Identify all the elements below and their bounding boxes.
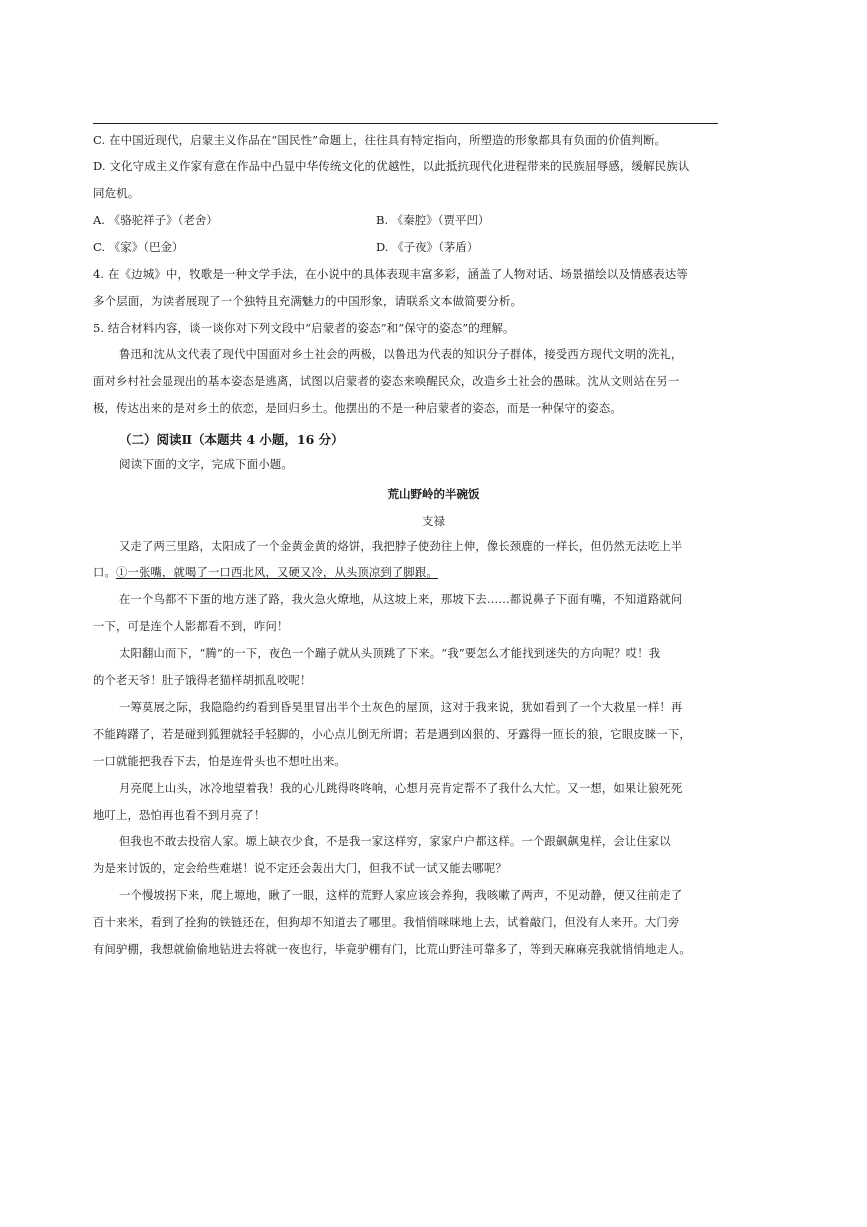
story-p4-line1: 一筹莫展之际，我隐隐约约看到昏昊里冒出半个土灰色的屋顶，这对于我来说，犹如看到了一个大救星一样！再 — [119, 701, 683, 714]
story-p3-line1: 太阳翻山而下，“腾”的一下，夜色一个蹦子就从头顶跳了下来。“我”要怎么才能找到迷失的方向呢？哎！我 — [119, 647, 661, 660]
header-rule — [93, 123, 718, 124]
option-d-text-line2: 同危机。 — [93, 186, 140, 200]
story-p3-line2: 的个老天爷！肚子饿得老猫样胡抓乱咬呢！ — [93, 674, 312, 687]
story-p1-line2 — [93, 566, 733, 580]
excerpt-line3: 极，传达出来的是对乡土的依恋，是回归乡土。他摆出的不是一种启蒙者的姿态，而是一种保守的姿态。 — [93, 402, 622, 415]
choice-a: A. 《骆驼祥子》（老舍） — [93, 213, 218, 227]
story-underlined-sentence-1: ①一张嘴，就喝了一口西北风，又硬又冷，从头顶凉到了脚跟。 — [116, 566, 438, 579]
option-d-text-line1: D. 文化守成主义作家有意在作品中凸显中华传统文化的优越性，以此抵抗现代化进程带来的民族屈辱感，缓解民族认 — [93, 159, 690, 173]
question-4-line1: 4. 在《边城》中，牧歌是一种文学手法，在小说中的具体表现丰富多彩，涵盖了人物对话、场景描绘以及情感表达等 — [93, 267, 688, 281]
story-p6-line1: 但我也不敢去投宿人家。塬上缺衣少食，不是我一家这样穷，家家户户都这样。一个跟飙飙鬼样，会让住家以 — [119, 835, 671, 848]
question-5: 5. 结合材料内容，谈一谈你对下列文段中“启蒙者的姿态”和“保守的姿态”的理解。 — [93, 321, 515, 335]
choice-b: B. 《秦腔》（贾平凹） — [376, 213, 490, 227]
excerpt-line1: 鲁迅和沈从文代表了现代中国面对乡土社会的两极，以鲁迅为代表的知识分子群体，接受西方现代文明的洗礼， — [119, 348, 683, 361]
story-title: 荒山野岭的半碗饭 — [387, 487, 480, 501]
story-p1-line1: 又走了两三里路，太阳成了一个金黄金黄的烙饼，我把脖子使劲往上伸，像长颈鹿的一样长，但仍然无法吃上半 — [119, 540, 683, 553]
story-p2-line1: 在一个鸟都不下蛋的地方迷了路，我火急火燎地，从这坡上来，那坡下去……都说鼻子下面有嘴，不知道路就问 — [119, 593, 683, 606]
story-p7-line3: 有间驴棚，我想就偷偷地钻进去将就一夜也行，毕竟驴棚有门，比荒山野洼可靠多了，等到天麻麻亮我就悄悄地走人。 — [93, 943, 691, 956]
story-p5-line1: 月亮爬上山头，冰冷地望着我！我的心儿跳得咚咚响，心想月亮肯定帮不了我什么大忙。又一想，如果让狼死死 — [119, 782, 683, 795]
section-heading: （二）阅读Ⅱ（本题共 4 小题，16 分） — [119, 432, 344, 447]
excerpt-line2: 面对乡村社会显现出的基本姿态是逃离，试图以启蒙者的姿态来唤醒民众，改造乡土社会的愚昧。沈从文则站在另一 — [93, 375, 680, 388]
story-p7-line2: 百十来米，看到了拴狗的铁链还在，但狗却不知道去了哪里。我悄悄咪咪地上去，试着敲门，但没有人来开。大门旁 — [93, 916, 680, 929]
story-p6-line2: 为是来讨饭的，定会给些难堪！说不定还会轰出大门，但我不试一试又能去哪呢？ — [93, 862, 507, 875]
story-p4-line3: 一口就能把我吞下去，怕是连骨头也不想吐出来。 — [93, 755, 346, 768]
story-p2-line2: 一下，可是连个人影都看不到，咋问！ — [93, 620, 289, 633]
question-4-line2: 多个层面，为读者展现了一个独特且充满魅力的中国形象，请联系文本做简要分析。 — [93, 294, 523, 308]
story-p1-plain: 口。 — [93, 566, 116, 579]
story-p5-line2: 地叮上，恐怕再也看不到月亮了！ — [93, 809, 266, 822]
choice-d: D. 《子夜》（茅盾） — [376, 240, 479, 254]
section-instruction: 阅读下面的文字，完成下面小题。 — [119, 457, 293, 471]
story-author: 支禄 — [422, 514, 445, 528]
option-c-text: C. 在中国近现代，启蒙主义作品在“国民性”命题上，往往具有特定指向，所塑造的形象都具有负面的价值判断。 — [93, 133, 667, 147]
choice-c: C. 《家》（巴金） — [93, 240, 184, 254]
story-p4-line2: 不能踌躇了，若是碰到狐狸就轻手轻脚的，小心点儿倒无所谓；若是遇到凶狠的、牙露得一匝长的狼，它眼皮睐一下， — [93, 728, 691, 741]
story-p7-line1: 一个慢坡拐下来，爬上塬地，瞅了一眼，这样的荒野人家应该会养狗，我咳嗽了两声，不见动静，便又往前走了 — [119, 889, 683, 902]
